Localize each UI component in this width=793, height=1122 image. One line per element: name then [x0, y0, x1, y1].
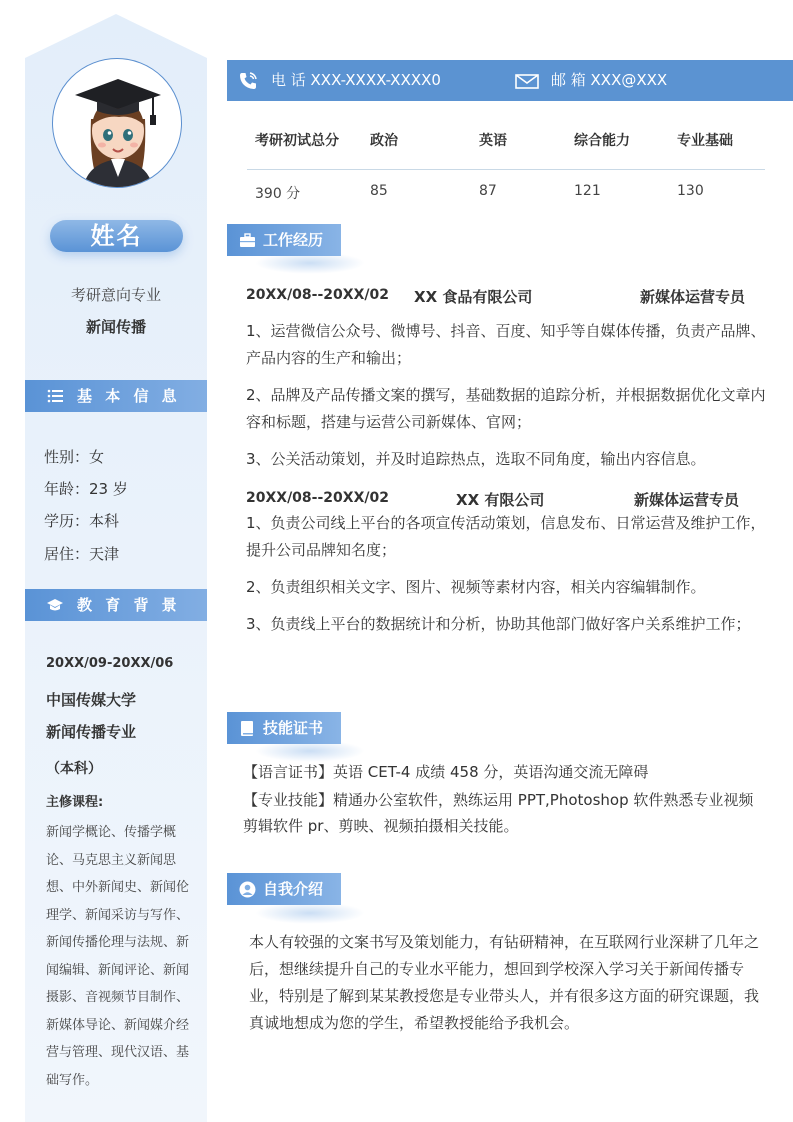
education-major: 新闻传播专业: [46, 723, 137, 741]
score-header-comprehensive: 综合能力: [574, 133, 630, 149]
job2-title: 新媒体运营专员: [634, 491, 740, 509]
contact-phone: 电 话 XXX-XXXX-XXXX0: [271, 71, 441, 89]
info-gender: 性别：女: [44, 448, 105, 466]
score-header-professional: 专业基础: [677, 133, 733, 149]
job1-company: XX 食品有限公司: [414, 288, 533, 306]
phone-icon: [238, 71, 258, 91]
name-badge: 姓名: [50, 220, 183, 252]
skill-professional: 【专业技能】精通办公室软件，熟练运用 PPT,Photoshop 软件熟悉专业视频剪辑软件 pr、剪映、视频拍摄相关技能。: [243, 791, 754, 835]
work-heading-label: 工作经历: [263, 231, 324, 249]
job1-duty-1: 1、运营微信公众号、微博号、抖音、百度、知乎等自媒体传播，负责产品牌、产品内容的生产和输出；: [246, 322, 766, 367]
job2-company: XX 有限公司: [456, 491, 545, 509]
score-value-comprehensive: 121: [574, 183, 601, 199]
skill-language: 【语言证书】英语 CET-4 成绩 458 分，英语沟通交流无障碍: [243, 763, 649, 781]
score-header-total: 考研初试总分: [255, 133, 339, 149]
graduation-cap-icon: [47, 597, 63, 613]
score-value-english: 87: [479, 183, 497, 199]
job1-duty-3: 3、公关活动策划，并及时追踪热点，选取不同角度，输出内容信息。: [246, 450, 706, 468]
book-icon: [239, 720, 256, 737]
score-value-professional: 130: [677, 183, 704, 199]
score-value-total: 390 分: [255, 186, 301, 202]
job2-duty-3: 3、负责线上平台的数据统计和分析，协助其他部门做好客户关系维护工作；: [246, 615, 751, 633]
job2-duty-1: 1、负责公司线上平台的各项宣传活动策划，信息发布、日常运营及维护工作，提升公司品牌知名度；: [246, 514, 766, 559]
list-icon: [47, 388, 63, 404]
basic-info-heading: [25, 380, 207, 412]
score-header-politics: 政治: [370, 133, 398, 149]
work-experience-heading: [227, 224, 341, 256]
self-intro-heading-label: 自我介绍: [263, 880, 324, 898]
job2-duty-2: 2、负责组织相关文字、图片、视频等素材内容，相关内容编辑制作。: [246, 578, 706, 596]
info-residence: 居住：天津: [44, 545, 120, 563]
avatar: [52, 58, 182, 188]
courses-label: 主修课程:: [46, 795, 104, 810]
education-heading-label: 教 育 背 景: [77, 596, 181, 614]
user-icon: [239, 881, 256, 898]
mail-icon: [515, 71, 539, 91]
contact-bar: [227, 60, 793, 101]
self-intro-heading: [227, 873, 341, 905]
intent-major-label: 考研意向专业: [70, 286, 161, 304]
job1-period: 20XX/08--20XX/02: [246, 287, 389, 303]
job2-period: 20XX/08--20XX/02: [246, 490, 389, 506]
education-school: 中国传媒大学: [46, 691, 137, 709]
self-intro-text: 本人有较强的文案书写及策划能力，有钻研精神，在互联网行业深耕了几年之后，想继续提升自己的专业水平能力，想回到学校深入学习关于新闻传播专业，特别是了解到某某教授您是专业带头人，并有很多这方面的研究课题，我真诚地想成为您的学生，希望教授能给予我机会。: [249, 933, 760, 1032]
skills-heading: [227, 712, 341, 744]
basic-info-heading-label: 基 本 信 息: [77, 387, 181, 405]
contact-email: 邮 箱 XXX@XXX: [551, 71, 668, 89]
intent-major-value: 新闻传播: [85, 318, 146, 336]
score-header-english: 英语: [479, 133, 507, 149]
job1-duty-2: 2、品牌及产品传播文案的撰写，基础数据的追踪分析，并根据数据优化文章内容和标题，搭建与运营公司新媒体、官网；: [246, 386, 766, 431]
education-degree: （本科）: [46, 761, 102, 777]
skills-heading-label: 技能证书: [263, 719, 324, 737]
courses-list: 新闻学概论、传播学概论、马克思主义新闻思想、中外新闻史、新闻伦理学、新闻采访与写作、新闻传播伦理与法规、新闻编辑、新闻评论、新闻摄影、音视频节目制作、新媒体导论、新闻媒介经营与管理、现代汉语、基础写作。: [46, 825, 190, 1088]
info-age: 年龄：23 岁: [44, 480, 128, 498]
scores-divider: [247, 169, 765, 170]
education-period: 20XX/09-20XX/06: [46, 656, 174, 671]
intro-heading-shadow: [255, 902, 365, 924]
job1-title: 新媒体运营专员: [640, 288, 746, 306]
info-education: 学历：本科: [44, 512, 120, 530]
sidebar: [25, 14, 207, 1122]
education-heading: [25, 589, 207, 621]
score-value-politics: 85: [370, 183, 388, 199]
briefcase-icon: [239, 232, 256, 249]
